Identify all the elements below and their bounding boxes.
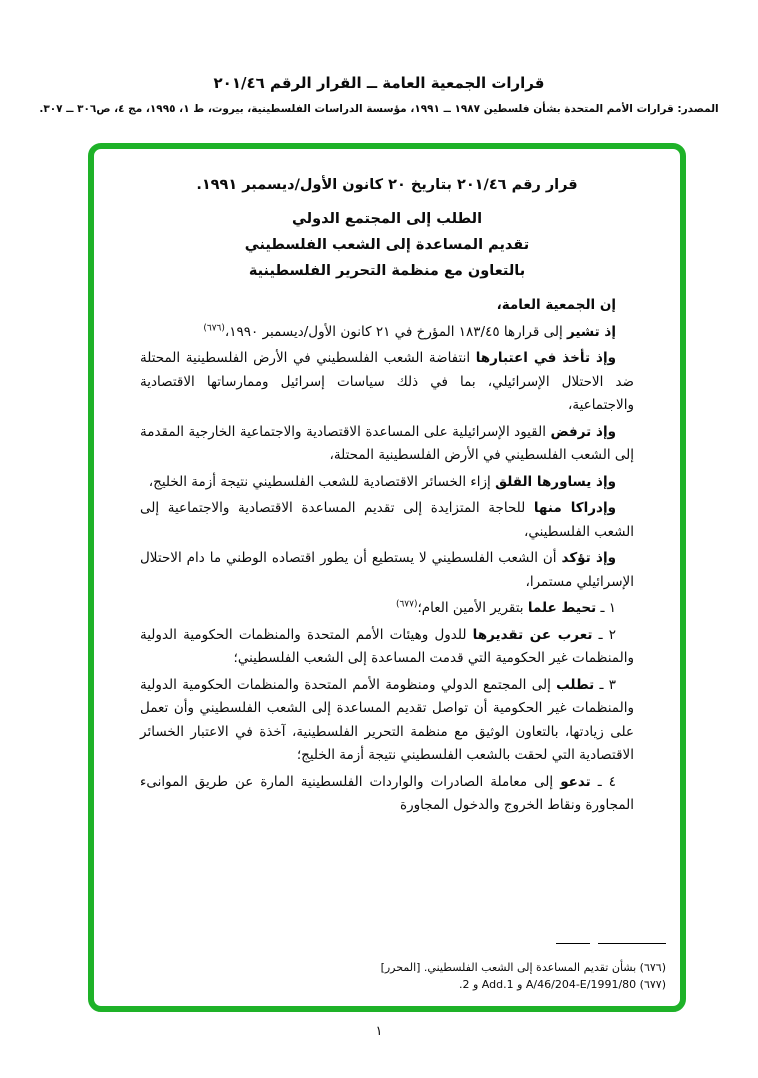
paragraph-preamble: وإذ ترفض القيود الإسرائيلية على المساعدة الاقتصادية والاجتماعية الخارجية المقدمة إلى الشعب الفلسطيني في الأرض الفلسطينية المحتلة، xyxy=(140,423,634,463)
footnote-ref: (٦٧٦) xyxy=(203,323,225,333)
paragraph-operative-1: ١ ـ تحيط علما بتقرير الأمين العام؛$^{(٦٧٧)}$ xyxy=(395,599,616,616)
footnote-separator-long xyxy=(598,943,666,944)
footnote-ref: (٦٧٧) xyxy=(395,599,418,610)
paragraph-preamble: وإذ تأخذ في اعتبارها انتفاضة الشعب الفلسطيني في الأرض الفلسطينية المحتلة ضد الاحتلال الإسرائيلي، بما في ذلك سياسات إسرائيل وممارساتها الاقتصادية والاجتماعية، xyxy=(140,350,634,413)
subtitle-line: الطلب إلى المجتمع الدولي xyxy=(291,211,483,227)
resolution-subtitle xyxy=(140,206,634,284)
paragraph-operative-3: ٣ ـ تطلب إلى المجتمع الدولي ومنظومة الأمم المتحدة والمنظمات الحكومية الدولية والمنظمات غير الحكومية أن تواصل تقديم المساعدة إلى الشعب الفلسطيني وأن تعمل على زيادتها، بالتعاون الوثيق مع منظمة التحرير الفلسطينية، آخذة في الاعتبار الخسائر الاقتصادية التي لحقت بالشعب الفلسطيني نتيجة أزمة الخليج؛ xyxy=(140,676,634,763)
paragraph-preamble: إن الجمعية العامة، xyxy=(496,297,616,313)
footnote: (٦٧٧) A/46/204-E/1991/80 و Add.1 و 2. xyxy=(458,978,666,991)
source-line: المصدر: قرارات الأمم المتحدة بشأن فلسطين ١٩٨٧ ــ ١٩٩١، مؤسسة الدراسات الفلسطينية، بيروت، ط ١، ١٩٩٥، مج ٤، ص٣٠٦ ــ ٣٠٧. xyxy=(39,103,719,115)
subtitle-line: بالتعاون مع منظمة التحرير الفلسطينية xyxy=(248,263,526,279)
paragraph-preamble: وإدراكا منها للحاجة المتزايدة إلى تقديم المساعدة الاقتصادية والاجتماعية إلى الشعب الفلسطيني، xyxy=(140,500,634,540)
subtitle-line: تقديم المساعدة إلى الشعب الفلسطيني xyxy=(244,237,530,253)
resolution-title: قرار رقم ٢٠١/٤٦ بتاريخ ٢٠ كانون الأول/ديسمبر ١٩٩١. xyxy=(196,177,578,193)
resolution-content xyxy=(140,173,634,821)
paragraph-preamble: وإذ تؤكد أن الشعب الفلسطيني لا يستطيع أن يطور اقتصاده الوطني ما دام الاحتلال الإسرائيلي مستمرا، xyxy=(140,550,634,590)
paragraph-operative-4: ٤ ـ تدعو إلى معاملة الصادرات والواردات الفلسطينية المارة عن طريق الموانىء المجاورة ونقاط الخروج والدخول المجاورة xyxy=(140,773,634,813)
paragraph-operative-2: ٢ ـ تعرب عن تقديرها للدول وهيئات الأمم المتحدة والمنظمات الحكومية الدولية والمنظمات غير الحكومية التي قدمت المساعدة إلى الشعب الفلسطيني؛ xyxy=(140,626,634,666)
resolution-body xyxy=(140,294,634,818)
resolution-box xyxy=(88,143,686,1012)
footnote-separator-short xyxy=(556,943,590,944)
page-number: ١ xyxy=(375,1024,383,1039)
page-header-title: قرارات الجمعية العامة ــ القرار الرقم ٢٠١/٤٦ xyxy=(213,74,545,92)
paragraph-preamble: إذ تشير إلى قرارها ١٨٣/٤٥ المؤرخ في ٢١ كانون الأول/ديسمبر ١٩٩٠،$^{(٦٧٦)}$ xyxy=(203,323,616,340)
paragraph-preamble: وإذ يساورها القلق إزاء الخسائر الاقتصادية للشعب الفلسطيني نتيجة أزمة الخليج، xyxy=(148,473,616,490)
footnote: (٦٧٦) بشأن تقديم المساعدة إلى الشعب الفلسطيني. [المحرر] xyxy=(380,961,666,974)
footnotes xyxy=(108,959,666,993)
